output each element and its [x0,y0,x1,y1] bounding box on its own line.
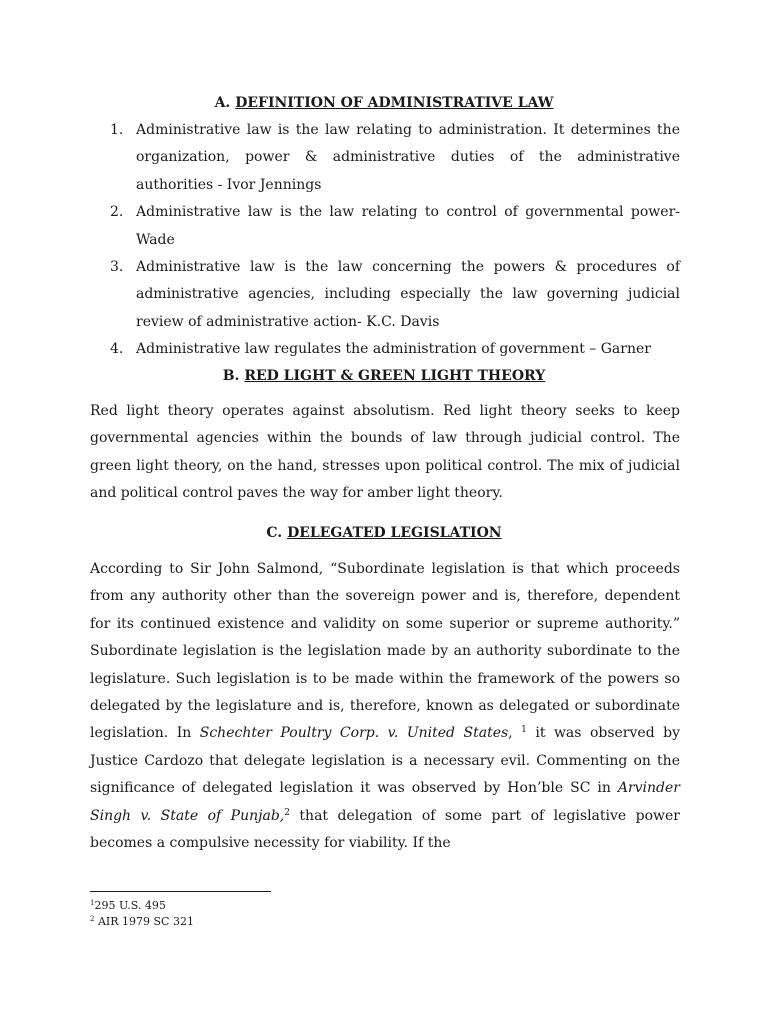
definitions-list [110,117,680,364]
footnotes [90,898,490,930]
list-item [110,117,680,199]
list-item-text: Administrative law regulates the administration of government – Garner [136,341,651,358]
footnote-text: AIR 1979 SC 321 [94,915,194,928]
list-item-text: Administrative law is the law concerning the powers & procedures of administrative agencies, including especially the law governing judicial review of administrative action- K.C. Davis [136,259,680,330]
section-a-title: DEFINITION OF ADMINISTRATIVE LAW [235,95,554,111]
footnote-reference[interactable]: 1 [521,725,527,736]
list-item [110,254,680,336]
footnote-text: 295 U.S. 495 [94,899,166,912]
list-item-text: Administrative law is the law relating to administration. It determines the organization, power & administrative duties of the administrative authorities - Ivor Jennings [136,122,680,193]
section-c-title: DELEGATED LEGISLATION [287,525,502,541]
section-b-paragraph: Red light theory operates against absolutism. Red light theory seeks to keep governmental agencies within the bounds of law through judicial control. The green light theory, on the hand, stresses upon political control. The mix of judicial and political control paves the way for amber light theory. [90,403,680,502]
footnote-reference[interactable]: 2 [284,807,290,818]
section-b-title: RED LIGHT & GREEN LIGHT THEORY [244,368,546,384]
list-item [110,199,680,254]
section-a-letter: A. [214,95,231,111]
paragraph-text: that delegation of some part of legislative power becomes a compulsive necessity for viability. If the [90,807,680,852]
section-c-letter: C. [266,525,283,541]
list-item-number: 1. [110,122,124,138]
footnote [90,914,490,930]
section-c-paragraph [90,556,680,857]
footnote-divider [90,891,271,892]
paragraph-text: According to Sir John Salmond, “Subordinate legislation is that which proceeds from any authority other than the sovereign power and is, therefore, dependent for its continued existence and validity on some superior or supreme authority.” Subordinate legislation is the legislation made by an authority subordinate to the legislature. Such legislation is to be made within the framework of the powers so delegated by the legislature and is, therefore, known as delegated or subordinate legislation. In [90,561,680,742]
case-citation: Schechter Poultry Corp. v. United States [199,725,509,742]
footnote-mark: 2 [90,915,95,923]
paragraph-text: it was observed by Justice Cardozo that delegate legislation is a necessary evil. Commenting on the significance of delegated legislation it was observed by Hon’ble SC in [90,725,681,797]
section-c-heading [0,523,768,543]
list-item-text: Administrative law is the law relating to control of governmental power- Wade [136,204,680,248]
list-item-number: 2. [110,204,124,221]
footnote-mark: 1 [90,899,95,907]
section-b-letter: B. [222,368,240,384]
case-citation: Arvinder Singh v. State of Punjab, [90,780,680,824]
list-item-number: 3. [110,259,124,276]
list-item-number: 4. [110,341,124,358]
section-b-heading [0,366,768,386]
list-item [110,336,680,363]
paragraph-text: , [508,725,522,742]
footnote [90,898,490,914]
section-a-heading [0,93,768,113]
